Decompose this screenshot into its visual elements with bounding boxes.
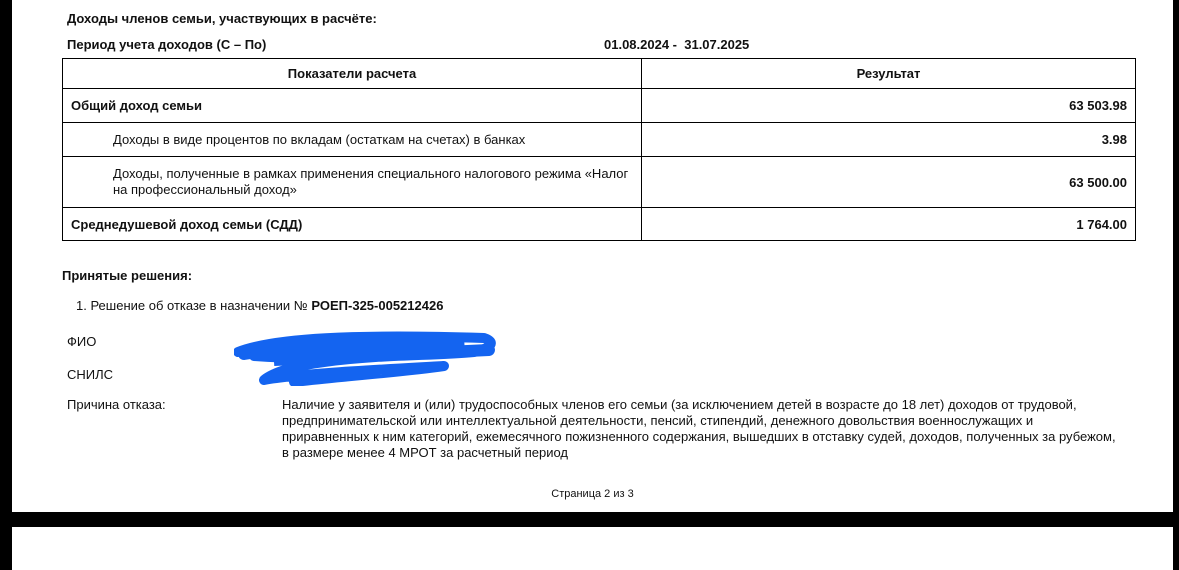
decision-item-prefix: 1. Решение об отказе в назначении № [76, 298, 308, 313]
row-value-total-income: 63 503.98 [642, 89, 1136, 123]
row-value-per-capita-income: 1 764.00 [642, 208, 1136, 241]
table-row [63, 89, 1136, 123]
table-row [63, 157, 1136, 208]
decision-item [76, 298, 443, 313]
table-row [63, 208, 1136, 241]
row-value-self-employed-income: 63 500.00 [642, 157, 1136, 208]
decisions-title: Принятые решения: [62, 268, 193, 283]
redaction-scribble [234, 330, 499, 386]
fio-label: ФИО [67, 334, 97, 349]
page-number: Страница 2 из 3 [551, 488, 634, 500]
period-value: 01.08.2024 - 31.07.2025 [604, 37, 750, 52]
row-label-self-employed-income: Доходы, полученные в рамках применения специального налогового режима «Налог на профессиональный доход» [63, 157, 642, 208]
calculation-table [62, 58, 1136, 241]
row-label-per-capita-income: Среднедушевой доход семьи (СДД) [63, 208, 642, 241]
period-label: Период учета доходов (С – По) [67, 37, 267, 52]
row-value-deposit-interest: 3.98 [642, 123, 1136, 157]
next-page [12, 527, 1173, 570]
snils-label: СНИЛС [67, 367, 114, 382]
table-row [63, 123, 1136, 157]
income-section-title: Доходы членов семьи, участвующих в расчёте: [67, 11, 377, 26]
column-header-indicators: Показатели расчета [63, 59, 642, 89]
decision-number: РОЕП-325-005212426 [311, 298, 444, 313]
reason-label: Причина отказа: [67, 397, 166, 412]
document-page [12, 0, 1173, 512]
reason-text: Наличие у заявителя и (или) трудоспособных членов его семьи (за исключением детей в возрасте до 18 лет) доходов от трудовой, предпринимательской или интеллектуальной деятельности, пенсий, стипендий, денежного довольствия военнослужащих и приравненных к ним категорий, ежемесячного пожизненного содержания, вышедших в отставку судей, доходов, полученных за рубежом, в размере менее 4 МРОТ за расчетный период [282, 397, 1116, 460]
row-label-deposit-interest: Доходы в виде процентов по вкладам (остаткам на счетах) в банках [63, 123, 642, 157]
column-header-result: Результат [642, 59, 1136, 89]
table-header-row [63, 59, 1136, 89]
row-label-total-income: Общий доход семьи [63, 89, 642, 123]
